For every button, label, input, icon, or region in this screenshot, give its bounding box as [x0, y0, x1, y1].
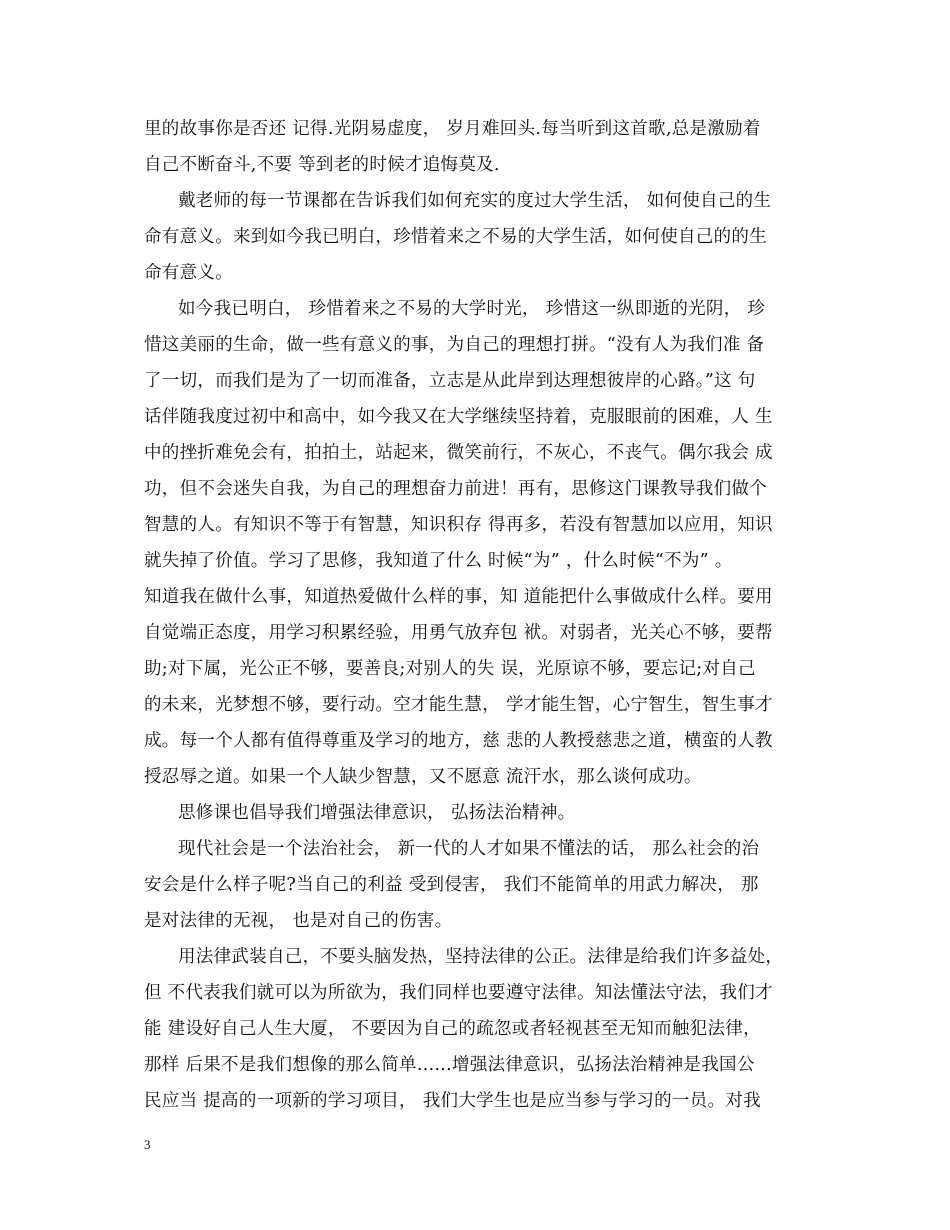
- text-line: 助;对下属，光公正不够，要善良;对别人的失 误，光原谅不够，要忘记;对自己: [144, 659, 756, 679]
- text-line: 自觉端正态度，用学习积累经验，用勇气放弃包 袱。对弱者，光关心不够，要帮: [144, 623, 773, 643]
- text-line: 功，但不会迷失自我，为自己的理想奋力前进！再有，思修这门课教导我们做个: [144, 479, 767, 499]
- paragraph-first-line: 现代社会是一个法治社会， 新一代的人才如果不懂法的话， 那么社会的治: [178, 839, 760, 859]
- text-line: 授忍辱之道。如果一个人缺少智慧，又不愿意 流汗水，那么谈何成功。: [144, 767, 702, 787]
- text-line: 安会是什么样子呢?当自己的利益 受到侵害， 我们不能简单的用武力解决， 那: [144, 875, 759, 895]
- text-line: 里的故事你是否还 记得.光阴易虚度， 岁月难回头.每当听到这首歌,总是激励着: [144, 119, 761, 139]
- text-line: 的未来，光梦想不够，要行动。空才能生慧， 学才能生智，心宁智生，智生事才: [144, 695, 773, 715]
- text-line: 但 不代表我们就可以为所欲为，我们同样也要遵守法律。知法懂法守法，我们才: [144, 983, 773, 1003]
- text-line: 那样 后果不是我们想像的那么简单......增强法律意识，弘扬法治精神是我国公: [144, 1055, 755, 1075]
- text-line: 命有意义。: [144, 263, 233, 283]
- text-line: 成。每一个人都有值得尊重及学习的地方，慈 悲的人教授慈悲之道，横蛮的人教: [144, 731, 773, 751]
- text-line: 命有意义。来到如今我已明白，珍惜着来之不易的大学生活，如何使自己的的生: [144, 227, 767, 247]
- text-line: 是对法律的无视， 也是对自己的伤害。: [144, 911, 453, 931]
- paragraph-first-line: 戴老师的每一节课都在告诉我们如何充实的度过大学生活， 如何使自己的生: [178, 191, 772, 211]
- page-number: 3: [144, 1137, 151, 1152]
- text-line: 民应当 提高的一项新的学习项目， 我们大学生也是应当参与学习的一员。对我: [144, 1091, 761, 1111]
- paragraph-first-line: 用法律武装自己，不要头脑发热，坚持法律的公正。法律是给我们许多益处，: [178, 947, 784, 967]
- text-line: 就失掉了价值。学习了思修，我知道了什么 时候“为” ，什么时候“不为” 。: [144, 551, 733, 571]
- paragraph-first-line: 如今我已明白， 珍惜着来之不易的大学时光， 珍惜这一纵即逝的光阴， 珍: [178, 299, 766, 319]
- text-line: 话伴随我度过初中和高中，如今我又在大学继续坚持着，克服眼前的困难，人 生: [144, 407, 773, 427]
- text-line: 了一切，而我们是为了一切而准备，立志是从此岸到达理想彼岸的心路。”这 句: [144, 371, 756, 391]
- text-line: 惜这美丽的生命，做一些有意义的事，为自己的理想打拼。“没有人为我们准 备: [144, 335, 765, 355]
- text-line: 能 建设好自己人生大厦， 不要因为自己的疏忽或者轻视甚至无知而触犯法律，: [144, 1019, 761, 1039]
- text-line: 知道我在做什么事，知道热爱做什么样的事，知 道能把什么事做成什么样。要用: [144, 587, 773, 607]
- paragraph-first-line: 思修课也倡导我们增强法律意识， 弘扬法治精神。: [178, 803, 576, 823]
- text-line: 智慧的人。有知识不等于有智慧，知识积存 得再多，若没有智慧加以应用，知识: [144, 515, 773, 535]
- text-line: 自己不断奋斗,不要 等到老的时候才追悔莫及.: [144, 155, 500, 175]
- text-line: 中的挫折难免会有，拍拍土，站起来，微笑前行，不灰心，不丧气。偶尔我会 成: [144, 443, 773, 463]
